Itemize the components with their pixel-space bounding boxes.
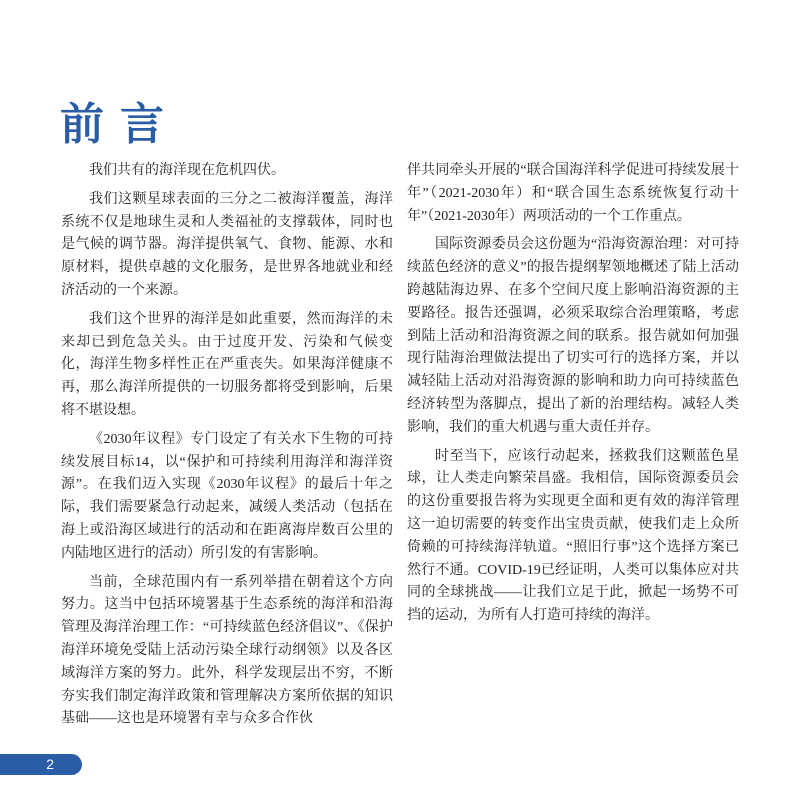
right-text-column bbox=[407, 160, 739, 634]
paragraph: 国际资源委员会这份题为“沿海资源治理：对可持续蓝色经济的意义”的报告提纲挈领地概述了陆上活动跨越陆海边界、在多个空间尺度上影响沿海资源的主要路径。报告还强调，必须采取综合治理策略，考虑到陆上活动和沿海资源之间的联系。报告就如何加强现行陆海治理做法提出了切实可行的选择方案，并以减轻陆上活动对沿海资源的影响和助力向可持续蓝色经济转型为落脚点，提出了新的治理结构。减轻人类影响，我们的重大机遇与重大责任并存。 bbox=[407, 237, 739, 435]
paragraph: 时至当下，应该行动起来，拯救我们这颗蓝色星球，让人类走向繁荣昌盛。我相信，国际资源委员会的这份重要报告将为实现更全面和更有效的海洋管理这一迫切需要的转变作出宝贵贡献，使我们走上众所倚赖的可持续海洋轨道。“照旧行事”这个选择方案已然行不通。COVID-19已经证明，人类可以集体应对共同的全球挑战——让我们立足于此，掀起一场势不可挡的运动，为所有人打造可持续的海洋。 bbox=[407, 448, 739, 624]
page-title: 前言 bbox=[60, 99, 180, 150]
left-text-column bbox=[61, 160, 393, 737]
paragraph-continued: 伴共同牵头开展的“联合国海洋科学促进可持续发展十年”（2021-2030年）和“联合国生态系统恢复行动十年”（2021-2030年）两项活动的一个工作重点。 bbox=[407, 163, 739, 224]
paragraph: 我们这颗星球表面的三分之二被海洋覆盖，海洋系统不仅是地球生灵和人类福祉的支撑载体，同时也是气候的调节器。海洋提供氧气、食物、能源、水和原材料，提供卓越的文化服务，是世界各地就业和经济活动的一个来源。 bbox=[61, 191, 393, 298]
paragraph: 《2030年议程》专门设定了有关水下生物的可持续发展目标14，以“保护和可持续利用海洋和海洋资源”。在我们迈入实现《2030年议程》的最后十年之际，我们需要紧急行动起来，减缓人类活动（包括在海上或沿海区域进行的活动和在距离海岸数百公里的内陆地区进行的活动）所引发的有害影响。 bbox=[61, 431, 393, 561]
page-number-badge: 2 bbox=[0, 754, 82, 775]
paragraph: 我们共有的海洋现在危机四伏。 bbox=[89, 163, 285, 178]
paragraph: 我们这个世界的海洋是如此重要，然而海洋的未来却已到危急关头。由于过度开发、污染和气候变化，海洋生物多样性正在严重丧失。如果海洋健康不再，那么海洋所提供的一切服务都将受到影响，后果将不堪设想。 bbox=[61, 311, 393, 418]
paragraph: 当前，全球范围内有一系列举措在朝着这个方向努力。这当中包括环境署基于生态系统的海洋和沿海管理及海洋治理工作：“可持续蓝色经济倡议”、《保护海洋环境免受陆上活动污染全球行动纲领》以及各区域海洋方案的努力。此外，科学发现层出不穷，不断夯实我们制定海洋政策和管理解决方案所依据的知识基础——这也是环境署有幸与众多合作伙 bbox=[61, 574, 393, 727]
